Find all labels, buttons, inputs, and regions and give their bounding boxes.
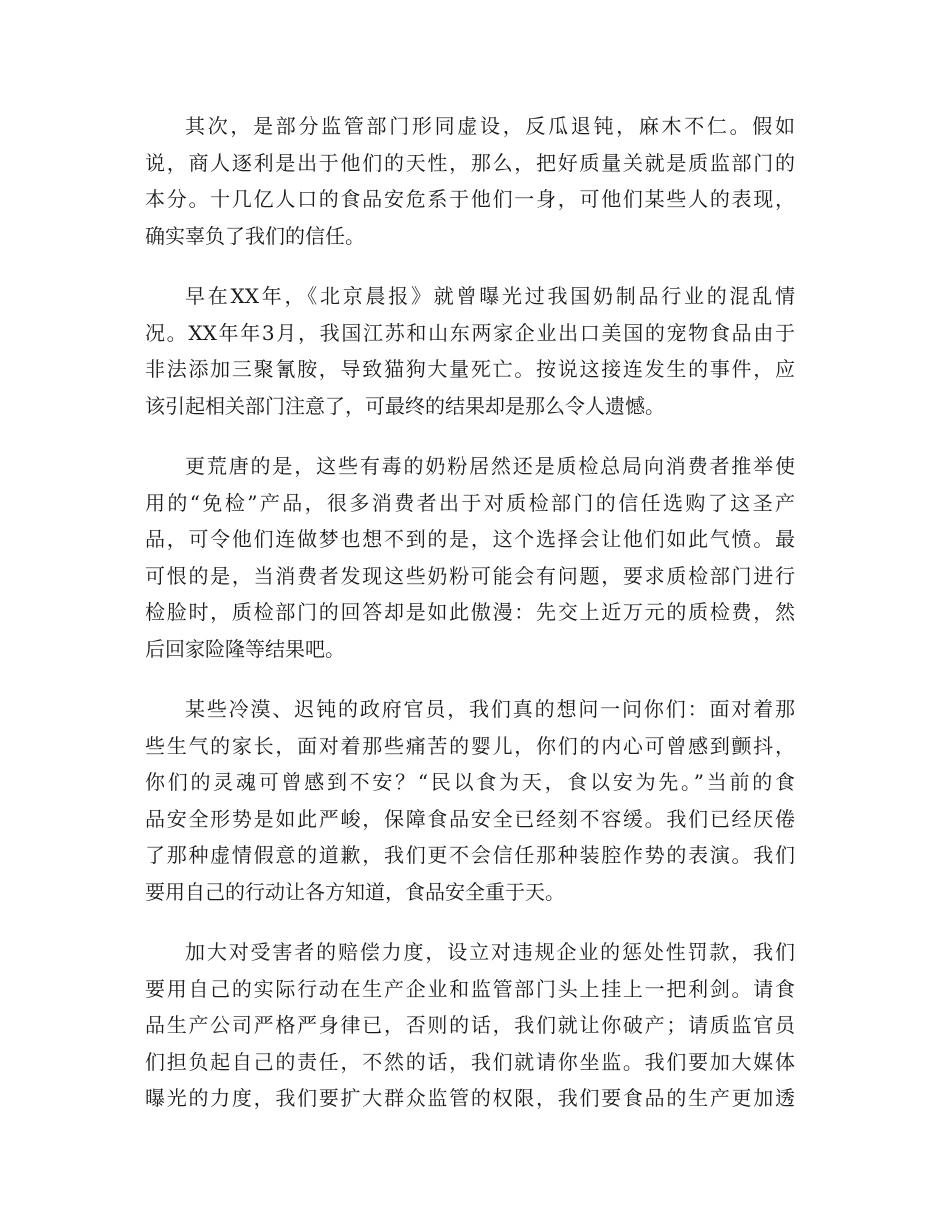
paragraph-line: 说，商人逐利是出于他们的天性，那么，把好质量关就是质监部门的 [145,150,795,175]
paragraph-line: 加大对受害者的赔偿力度，设立对违规企业的惩处性罚款，我们 [185,940,795,964]
paragraph-line: 某些冷漠、迟钝的政府官员，我们真的想问一问你们：面对着那 [185,697,795,721]
paragraph-line: 了那种虚情假意的道歉，我们更不会信任那种装腔作势的表演。我们 [145,843,795,867]
paragraph-4 [145,691,795,910]
paragraph-line: 用的“免检”产品，很多消费者出于对质检部门的信任选购了这圣产 [145,490,795,515]
paragraph-line: 本分。十几亿人口的食品安危系于他们一身，可他们某些人的表现， [145,187,795,211]
paragraph-line: 曝光的力度，我们要扩大群众监管的权限，我们要食品的生产更加透 [145,1086,795,1110]
paragraph-line: 更荒唐的是，这些有毒的奶粉居然还是质检总局向消费者推举使 [185,454,795,478]
paragraph-line: 们担负起自己的责任，不然的话，我们就请你坐监。我们要加大媒体 [145,1049,795,1074]
paragraph-line: 要用自己的行动让各方知道，食品安全重于天。 [145,879,565,904]
paragraph-line: 确实辜负了我们的信任。 [145,223,365,248]
paragraph-line: 要用自己的实际行动在生产企业和监管部门头上挂上一把利剑。请食 [145,976,795,1001]
paragraph-line: 可恨的是，当消费者发现这些奶粉可能会有问题，要求质检部门进行 [145,563,795,588]
paragraph-line: 你们的灵魂可曾感到不安？“民以食为天，食以安为先。”当前的食 [145,770,795,794]
paragraph-3 [145,448,795,667]
paragraph-line: 品安全形势是如此严峻，保障食品安全已经刻不容缓。我们已经厌倦 [145,806,795,831]
paragraph-line: 些生气的家长，面对着那些痛苦的婴儿，你们的内心可曾感到颤抖， [145,733,795,758]
paragraph-line: 其次，是部分监管部门形同虚设，反瓜退钝，麻木不仁。假如 [185,114,795,138]
paragraph-line: 况。XX年年3月，我国江苏和山东两家企业出口美国的宠物食品由于 [145,320,795,345]
paragraph-2 [145,278,795,424]
paragraph-1 [145,108,795,254]
paragraph-line: 该引起相关部门注意了，可最终的结果却是那么令人遗憾。 [145,393,665,418]
paragraph-line: 后回家险隆等结果吧。 [145,636,345,661]
paragraph-line: 品生产公司严格严身律已，否则的话，我们就让你破产；请质监官员 [145,1013,795,1037]
paragraph-line: 检脸时，质检部门的回答却是如此傲漫：先交上近万元的质检费，然 [145,600,795,624]
paragraph-line: 早在XX年，《北京晨报》就曾曝光过我国奶制品行业的混乱情 [185,284,795,308]
paragraph-line: 品，可令他们连做梦也想不到的是，这个选择会让他们如此气愤。最 [145,527,795,551]
paragraph-line: 非法添加三聚氰胺，导致猫狗大量死亡。按说这接连发生的事件，应 [145,357,795,381]
paragraph-5 [145,934,795,1117]
body-text [145,108,795,1141]
